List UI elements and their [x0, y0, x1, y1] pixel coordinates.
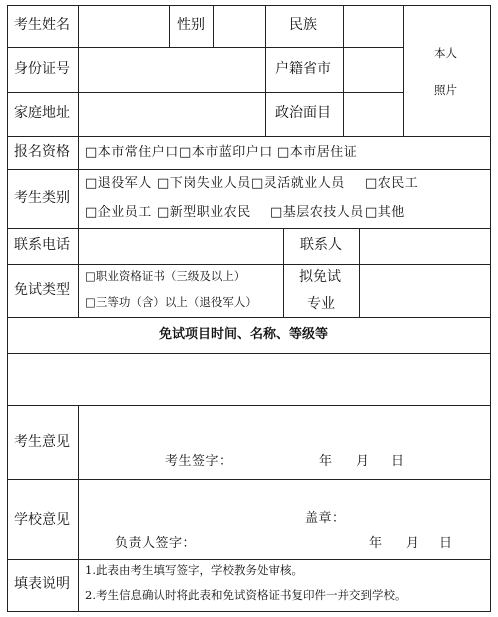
- border-right: [490, 5, 491, 612]
- candidate-month: 月: [356, 454, 370, 469]
- rule-gender-left: [169, 5, 170, 47]
- major-label: 专业: [307, 296, 335, 312]
- name-field[interactable]: [79, 6, 169, 47]
- rule-mid-col: [265, 5, 266, 136]
- rule-contact-left: [283, 228, 284, 317]
- phone-label: 联系电话: [14, 237, 70, 253]
- rule-row7: [7, 317, 491, 318]
- checkbox-migrant-worker[interactable]: □农民工: [365, 176, 419, 191]
- candidate-day: 日: [391, 454, 405, 469]
- category-label: 考生类别: [14, 190, 70, 206]
- school-year: 年: [369, 536, 383, 551]
- checkbox-other[interactable]: □其他: [365, 205, 405, 220]
- rule-row4: [7, 169, 491, 170]
- hukou-field[interactable]: [344, 48, 403, 92]
- note-line-1: 1.此表由考生填写签字，学校教务处审核。: [85, 563, 303, 577]
- school-opinion-label: 学校意见: [14, 512, 70, 528]
- political-status-field[interactable]: [344, 93, 403, 136]
- checkbox-laid-off[interactable]: □下岗失业人员: [157, 176, 251, 191]
- photo-label-line1: 本人: [434, 46, 457, 60]
- address-field[interactable]: [79, 93, 265, 136]
- note-line-2: 2.考生信息确认时将此表和免试资格证书复印件一并交到学校。: [85, 588, 407, 602]
- border-bottom: [7, 611, 491, 612]
- photo-box: [404, 6, 490, 136]
- candidate-year: 年: [319, 454, 333, 469]
- candidate-signature-label: 考生签字：: [165, 454, 233, 469]
- id-number-field[interactable]: [79, 48, 265, 92]
- photo-label-line2: 照片: [434, 83, 457, 97]
- qualification-label: 报名资格: [14, 144, 70, 160]
- checkbox-veteran[interactable]: □退役军人: [85, 176, 152, 191]
- gender-field[interactable]: [214, 6, 265, 47]
- school-opinion-field[interactable]: [79, 480, 490, 559]
- rule-row3: [7, 136, 491, 137]
- checkbox-new-farmer[interactable]: □新型职业农民: [157, 205, 251, 220]
- proposed-exemption-label: 拟免试: [299, 269, 341, 285]
- school-day: 日: [439, 536, 453, 551]
- rule-row11: [7, 559, 491, 560]
- seal-label: 盖章：: [305, 511, 346, 526]
- ethnicity-label: 民族: [289, 17, 317, 33]
- ethnicity-field[interactable]: [344, 6, 403, 47]
- exemption-details-field[interactable]: [8, 354, 490, 405]
- checkbox-agri-tech[interactable]: □基层农技人员: [270, 205, 364, 220]
- political-status-label: 政治面目: [275, 105, 331, 121]
- gender-label: 性别: [177, 17, 205, 33]
- exemption-type-label: 免试类型: [14, 282, 70, 298]
- checkbox-local-resident[interactable]: □本市常住户口: [85, 145, 179, 160]
- registration-form: [7, 5, 491, 612]
- contact-label: 联系人: [300, 237, 342, 253]
- checkbox-residence-permit[interactable]: □本市居住证: [277, 145, 358, 160]
- candidate-opinion-field[interactable]: [79, 406, 490, 479]
- checkbox-flexible-employment[interactable]: □灵活就业人员: [251, 176, 345, 191]
- checkbox-merit-award[interactable]: □三等功（含）以上（退役军人）: [85, 295, 257, 309]
- contact-field[interactable]: [360, 229, 490, 264]
- border-left: [7, 5, 8, 612]
- checkbox-blue-hukou[interactable]: □本市蓝印户口: [179, 145, 273, 160]
- section-title: 免试项目时间、名称、等级等: [159, 327, 329, 342]
- hukou-label: 户籍省市: [275, 61, 331, 77]
- address-label: 家庭地址: [14, 105, 70, 121]
- name-label: 考生姓名: [14, 17, 70, 33]
- checkbox-vocational-cert[interactable]: □职业资格证书（三级及以上）: [85, 269, 246, 283]
- id-number-label: 身份证号: [14, 61, 70, 77]
- checkbox-enterprise-employee[interactable]: □企业员工: [85, 205, 152, 220]
- notes-label: 填表说明: [14, 576, 70, 592]
- candidate-opinion-label: 考生意见: [14, 434, 70, 450]
- proposed-major-field[interactable]: [360, 265, 490, 317]
- principal-signature-label: 负责人签字：: [115, 536, 197, 551]
- school-month: 月: [406, 536, 420, 551]
- phone-field[interactable]: [79, 229, 283, 264]
